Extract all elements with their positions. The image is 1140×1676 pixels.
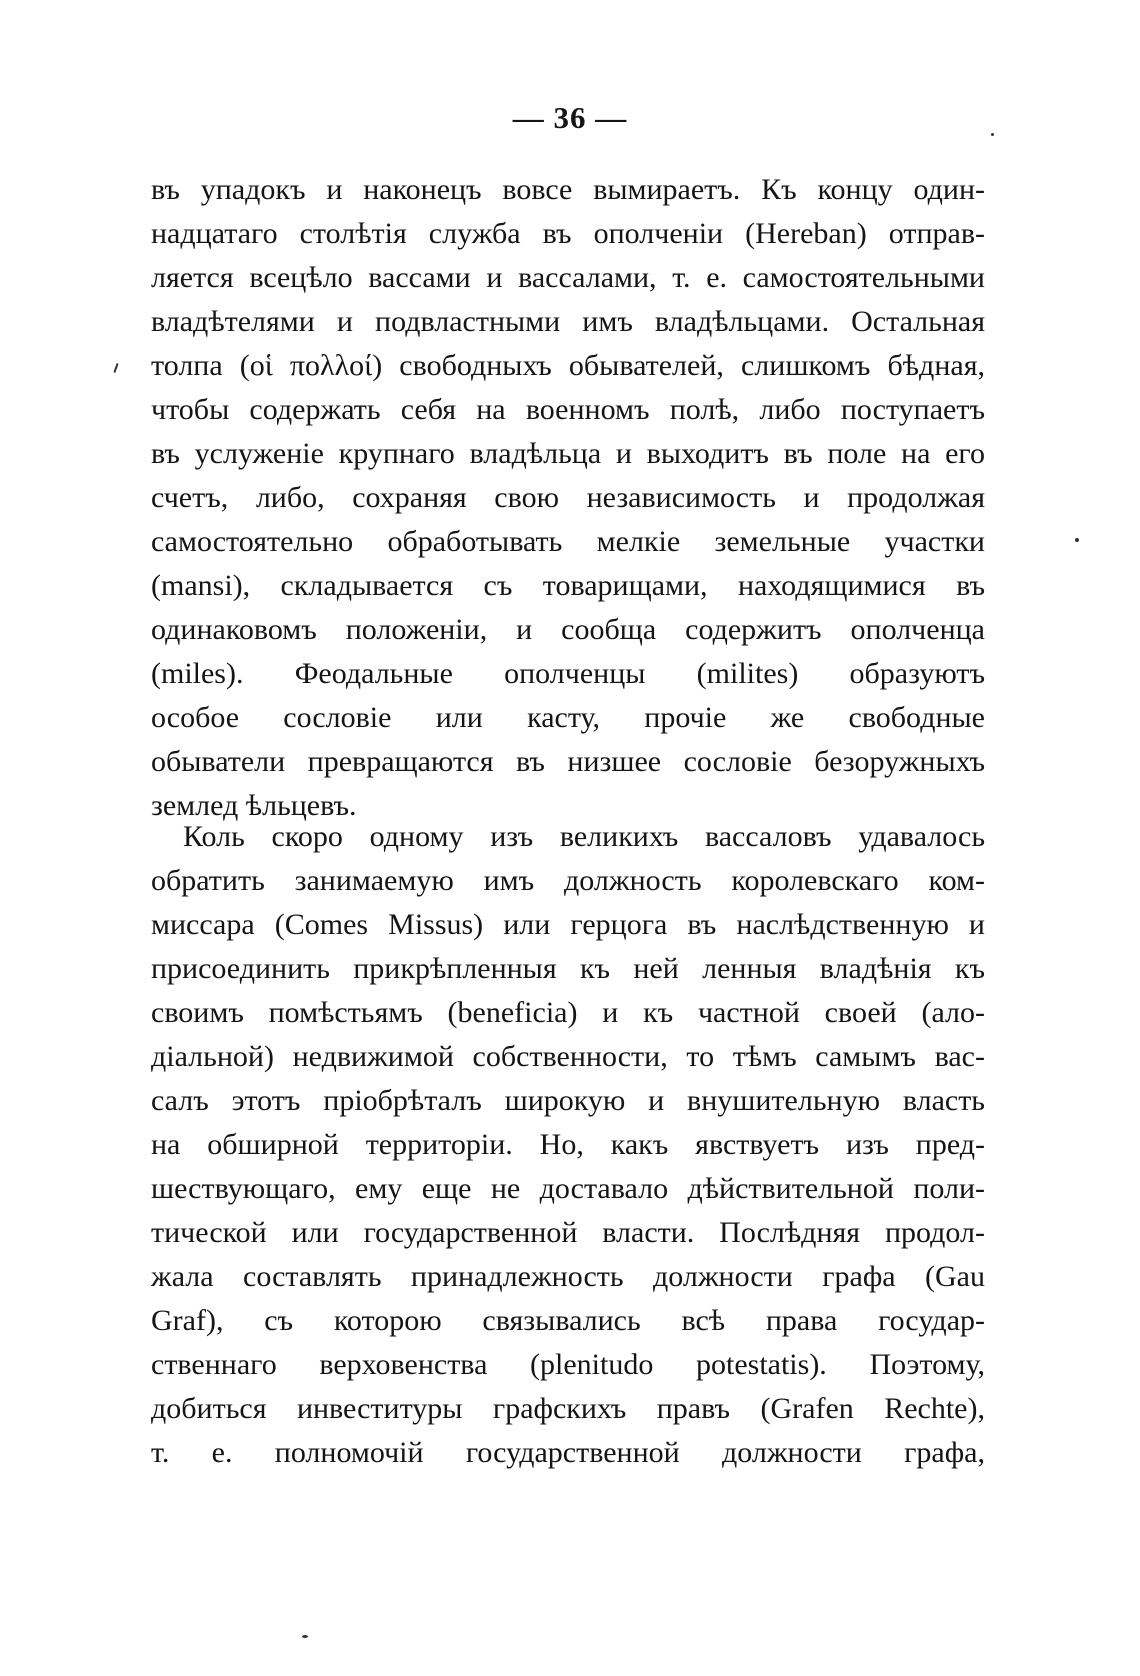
scan-speck: [113, 363, 118, 373]
text-line: жала составлять принадлежность должности графа (Gau: [151, 1260, 985, 1293]
text-line: одинаковомъ положеніи, и сообща содержитъ ополченца: [151, 613, 985, 646]
text-line: своимъ помѣстьямъ (beneficia) и къ частной своей (ало-: [151, 996, 985, 1029]
text-line: надцатаго столѣтія служба въ ополченіи (Hereban) отправ-: [151, 217, 985, 250]
text-line: (miles). Феодальные ополченцы (milites) образуютъ: [151, 657, 985, 690]
text-line: шествующаго, ему еще не доставало дѣйствительной поли-: [151, 1172, 985, 1205]
text-line: Коль скоро одному изъ великихъ вассаловъ удавалось: [183, 820, 985, 853]
text-line: миссара (Comes Missus) или герцога въ наслѣдственную и: [151, 908, 985, 941]
text-line: тической или государственной власти. Послѣдняя продол-: [151, 1216, 985, 1249]
scan-speck: [1075, 538, 1079, 542]
page-number: — 36 —: [512, 100, 628, 135]
paragraph-2: [151, 815, 985, 1475]
text-line: ственнаго верховенства (plenitudo potestatis). Поэтому,: [151, 1348, 985, 1381]
text-line: Graf), съ которою связывались всѣ права государ-: [151, 1304, 985, 1337]
text-line: обыватели превращаются въ низшее сословіе безоружныхъ: [151, 745, 985, 778]
paragraph-1: [151, 168, 985, 828]
text-line: (mansi), складывается съ товарищами, находящимися въ: [151, 569, 985, 602]
text-line: въ упадокъ и наконецъ вовсе вымираетъ. Къ концу один-: [151, 173, 985, 206]
scan-speck: [302, 1635, 308, 1638]
text-line: обратить занимаемую имъ должность королевскаго ком-: [151, 864, 985, 897]
text-line: владѣтелями и подвластными имъ владѣльцами. Остальная: [151, 305, 985, 338]
text-line: на обширной территоріи. Но, какъ явствуетъ изъ пред-: [151, 1128, 985, 1161]
text-line: особое сословіе или касту, прочіе же свободные: [151, 701, 985, 734]
text-line: землед ѣльцевъ.: [151, 789, 357, 822]
scan-speck: [991, 133, 994, 136]
text-line: въ услуженіе крупнаго владѣльца и выходитъ въ поле на его: [151, 437, 985, 470]
text-line: чтобы содержать себя на военномъ полѣ, либо поступаетъ: [151, 393, 985, 426]
text-line: присоединить прикрѣпленныя къ ней ленныя владѣнія къ: [151, 952, 985, 985]
text-line: ляется всецѣло вассами и вассалами, т. е. самостоятельными: [151, 261, 985, 294]
text-line: салъ этотъ пріобрѣталъ широкую и внушительную власть: [151, 1084, 985, 1117]
text-line: счетъ, либо, сохраняя свою независимость и продолжая: [151, 481, 985, 514]
text-line: діальной) недвижимой собственности, то тѣмъ самымъ вас-: [151, 1040, 985, 1073]
text-line: самостоятельно обработывать мелкіе земельные участки: [151, 525, 985, 558]
text-line: т. е. полномочій государственной должности графа,: [151, 1436, 985, 1469]
text-line: добиться инвеституры графскихъ правъ (Grafen Rechte),: [151, 1392, 985, 1425]
text-line: толпа (οἱ πολλοί) свободныхъ обывателей, слишкомъ бѣдная,: [151, 349, 985, 382]
